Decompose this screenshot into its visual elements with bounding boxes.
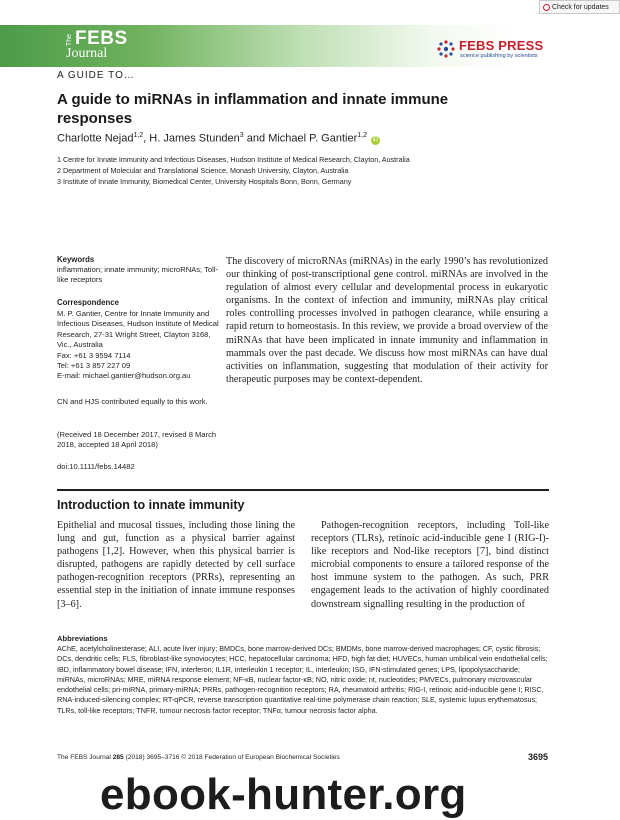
footer-rest: (2018) 3695–3716 © 2018 Federation of European Biochemical Societies xyxy=(125,754,340,761)
doi[interactable]: doi:10.1111/febs.14482 xyxy=(57,462,135,471)
watermark: ebook-hunter.org xyxy=(100,770,467,819)
author-affiliation-sup: 1,2 xyxy=(357,132,367,139)
febs-press-dots-icon xyxy=(436,40,456,58)
affiliation: 2 Department of Molecular and Translational Science, Monash University, Clayton, Australia xyxy=(57,166,349,175)
contribution-note: CN and HJS contributed equally to this work. xyxy=(57,397,208,406)
footer-citation xyxy=(57,754,340,761)
febs-press-tagline: science publishing by scientists xyxy=(460,53,538,59)
footer-journal: The FEBS Journal xyxy=(57,754,111,761)
abstract: The discovery of microRNAs (miRNAs) in the early 1990’s has revolutionized our thinking of post-transcriptional gene control. miRNAs are involved in the regulation of almost every cellular and developmental process in eukaryotic organisms. In the context of infection and immunity, miRNAs play critical roles controlling processes involved in pathogen clearance, while ensuring a rapid return to homeostasis. In this review, we provide a broad overview of the miRNAs that have been implicated in innate immunity and inflammation in mammals over the past decade. We discuss how most miRNAs can have dual activities on inflammation, suggesting that modulation of their activity for therapeutic purposes may be context-dependent. xyxy=(226,256,548,385)
correspondence-heading: Correspondence xyxy=(57,298,119,307)
correspondence-fax: Fax: +61 3 9594 7114 xyxy=(57,350,131,360)
abbreviations-text: AChE, acetylcholinesterase; ALI, acute liver injury; BMDCs, bone marrow-derived DCs; BMDMs, bone marrow-derived macrophages; CF, cystic fibrosis; DCs, dendritic cells; FLS, fibroblast-like synoviocytes; HCC, hepatocellular carcinoma; HFD, high fat diet; HUVECs, human umbilical vein endothelial cells; IBD, inflammatory bowel disease; IFN, interferon; IL1R, interleukin 1 receptor; IL, interleukin; ISG, IFN-stimulated genes; LPS, lipopolysaccharide; miRNAs, microRNAs; MRE, miRNA response element; NF-κB, nuclear factor-κB; NO, nitric oxide; nt, nucleotides; PMVECs, pulmonary microvascular endothelial cells; pri-miRNA, primary-miRNA; PRRs, pathogen-recognition receptors; RA, rheumatoid arthritis; RIG-I, retinoic acid-inducible gene I; RISC, RNA-induced-silencing complex; RT-qPCR, reverse transcription quantitative real-time polymerase chain reaction; SLE, systemic lupus erythematosus; TLRs, toll-like receptors; TNFR, tumour necrosis factor receptor; TNFα, tumour necrosis factor alpha. xyxy=(57,644,548,715)
body-text-right: Pathogen-recognition receptors, including Toll-like receptors (TLRs), retinoic acid-inducible gene I (RIG-I)-like receptors and Nod-like receptors [7], bind distinct microbial components to ensure a tailored response of the host immune system to the pathogen. As such, PRR engagement leads to the activation of highly coordinated downstream signalling resulting in the production of xyxy=(311,520,549,610)
author-separator: and xyxy=(246,132,266,145)
section-divider xyxy=(57,489,549,491)
check-for-updates-label: Check for updates xyxy=(552,4,609,11)
correspondence-tel: Tel: +61 3 857 227 09 xyxy=(57,361,131,371)
author-list: Charlotte Nejad$^{1,2}$, H. James Stunden$^3$ and Michael P. Gantier$^{1,2}$iD xyxy=(57,132,379,145)
correspondence-email[interactable]: E-mail: michael.gantier@hudson.org.au xyxy=(57,371,191,381)
logo-the: The xyxy=(66,34,73,47)
section-title: Introduction to innate immunity xyxy=(57,498,245,512)
crossmark-icon xyxy=(543,4,550,11)
keywords-heading: Keywords xyxy=(57,255,95,264)
article-type-label: A GUIDE TO… xyxy=(57,70,135,81)
correspondence-block xyxy=(57,309,227,382)
page-number: 3695 xyxy=(528,752,549,762)
author-affiliation-sup: 1,2 xyxy=(133,132,144,139)
author-name: H. James Stunden xyxy=(149,132,240,145)
logo-febs: FEBS xyxy=(75,28,128,49)
footer-volume: 285 xyxy=(112,754,124,761)
author-name: Charlotte Nejad xyxy=(57,132,134,145)
check-for-updates-button[interactable] xyxy=(539,0,620,14)
body-text-left: Epithelial and mucosal tissues, including those lining the lung and gut, function as a physical barrier against pathogens [1,2]. However, when this physical barrier is disrupted, pathogens are rapidly detected by cell surface pathogen-recognition receptors (PRRs), representing an essential step in the initiation of innate immune responses [3–6]. xyxy=(57,520,295,610)
febs-press-title: FEBS PRESS xyxy=(459,38,544,53)
febs-press-logo xyxy=(436,38,546,64)
abbreviations-heading: Abbreviations xyxy=(57,634,108,643)
correspondence-address: M. P. Gantier, Centre for Innate Immunity and Infectious Diseases, Hudson Institute of Medical Research, 27-31 Wright Street, Clayton 3168, Vic., Australia xyxy=(57,309,219,350)
keywords-text: inflammation; innate immunity; microRNAs; Toll-like receptors xyxy=(57,265,219,285)
affiliation: 1 Centre for Innate Immunity and Infectious Diseases, Hudson Institute of Medical Research, Clayton, Australia xyxy=(57,155,410,164)
logo-journal: Journal xyxy=(66,46,108,61)
received-dates: (Received 18 December 2017, revised 8 March 2018, accepted 18 April 2018) xyxy=(57,430,217,450)
author-name: Michael P. Gantier xyxy=(268,132,358,145)
paper-title: A guide to miRNAs in inflammation and innate immune responses xyxy=(57,91,449,127)
orcid-icon[interactable]: iD xyxy=(372,136,379,143)
author-affiliation-sup: 3 xyxy=(239,132,244,139)
affiliation: 3 Institute of Innate Immunity, Biomedical Center, University Hospitals Bonn, Bonn, Germany xyxy=(57,177,352,186)
